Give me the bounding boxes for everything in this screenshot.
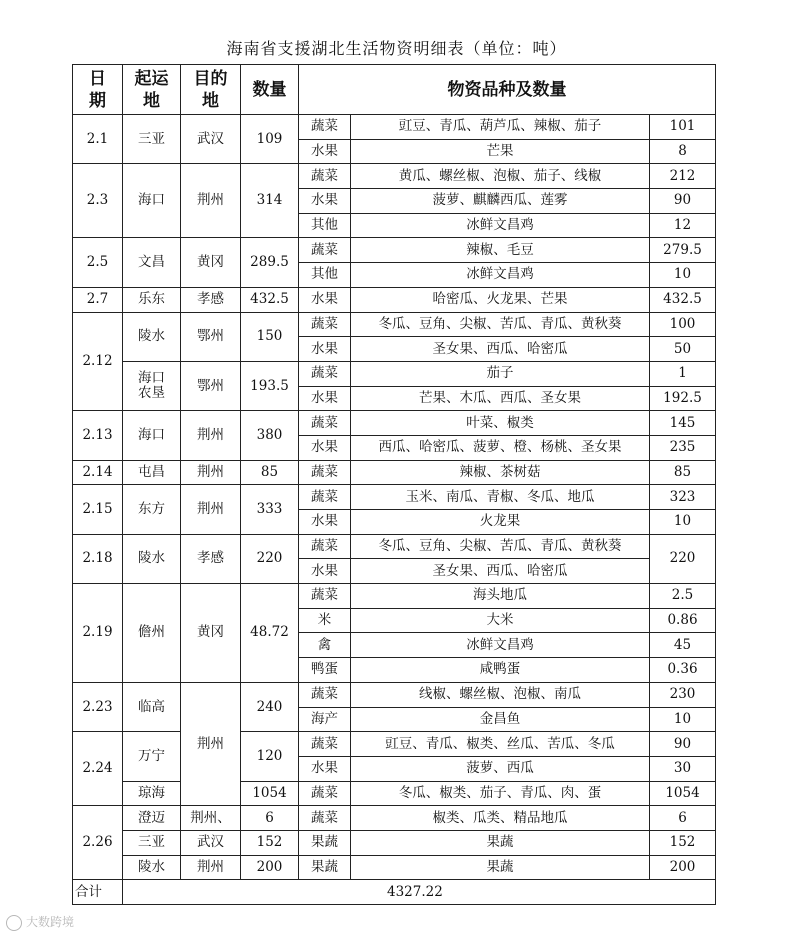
cell-dest: 武汉 [181,830,241,855]
cell-dest: 黄冈 [181,238,241,287]
cell-items: 哈密瓜、火龙果、芒果 [351,287,650,312]
cell-qty: 289.5 [241,238,299,287]
cell-amt: 90 [650,732,716,757]
cell-cat: 其他 [299,263,351,288]
cell-origin: 临高 [123,682,181,731]
table-row [73,411,716,436]
table-row [73,460,716,485]
table-body [73,65,716,905]
cell-amt: 230 [650,682,716,707]
cell-items: 辣椒、毛豆 [351,238,650,263]
watermark: 大数跨境 [6,913,74,931]
cell-cat: 水果 [299,756,351,781]
cell-items: 黄瓜、螺丝椒、泡椒、茄子、线椒 [351,164,650,189]
cell-amt: 8 [650,139,716,164]
cell-qty: 150 [241,312,299,361]
cell-qty: 314 [241,164,299,238]
cell-amt: 101 [650,115,716,140]
cell-cat: 蔬菜 [299,460,351,485]
cell-date: 2.1 [73,115,123,164]
cell-items: 线椒、螺丝椒、泡椒、南瓜 [351,682,650,707]
cell-cat: 水果 [299,189,351,214]
cell-cat: 水果 [299,337,351,362]
page-title: 海南省支援湖北生活物资明细表（单位：吨） [226,39,567,58]
cell-items: 金昌鱼 [351,707,650,732]
cell-cat: 蔬菜 [299,806,351,831]
cell-amt: 50 [650,337,716,362]
cell-qty: 1054 [241,781,299,806]
cell-items: 果蔬 [351,855,650,880]
cell-items: 冰鲜文昌鸡 [351,263,650,288]
cell-date: 2.7 [73,287,123,312]
cell-items: 菠萝、麒麟西瓜、莲雾 [351,189,650,214]
cell-dest: 武汉 [181,115,241,164]
table-row [73,682,716,707]
cell-date: 2.3 [73,164,123,238]
cell-origin: 乐东 [123,287,181,312]
cell-date: 2.24 [73,732,123,806]
cell-cat: 蔬菜 [299,411,351,436]
cell-cat: 蔬菜 [299,534,351,559]
cell-cat: 禽 [299,633,351,658]
header-row [73,65,716,115]
cell-amt: 1 [650,361,716,386]
total-value: 4327.22 [123,880,716,905]
cell-date: 2.12 [73,312,123,411]
cell-amt: 6 [650,806,716,831]
cell-origin: 海口 [123,164,181,238]
cell-date: 2.15 [73,485,123,534]
header-origin: 起运 地 [123,65,181,115]
table-row [73,534,716,559]
cell-items: 茄子 [351,361,650,386]
cell-qty: 48.72 [241,584,299,683]
cell-amt: 220 [650,534,716,583]
cell-dest: 荆州 [181,855,241,880]
cell-qty: 220 [241,534,299,583]
cell-amt: 279.5 [650,238,716,263]
cell-dest: 鄂州 [181,312,241,361]
cell-dest: 荆州 [181,164,241,238]
header-detail: 物资品种及数量 [299,65,716,115]
cell-origin: 陵水 [123,312,181,361]
cell-dest: 孝感 [181,287,241,312]
cell-origin: 海口 [123,411,181,460]
cell-items: 豇豆、青瓜、葫芦瓜、辣椒、茄子 [351,115,650,140]
cell-origin: 陵水 [123,855,181,880]
cell-items: 冬瓜、豆角、尖椒、苦瓜、青瓜、黄秋葵 [351,534,650,559]
cell-amt: 323 [650,485,716,510]
cell-items: 大米 [351,608,650,633]
header-date: 日 期 [73,65,123,115]
watermark-logo-icon [6,915,22,931]
cell-amt: 200 [650,855,716,880]
cell-dest: 荆州 [181,682,241,805]
header-qty: 数量 [241,65,299,115]
cell-qty: 120 [241,732,299,781]
total-label: 合计 [73,880,123,905]
cell-items: 圣女果、西瓜、哈密瓜 [351,337,650,362]
table-row [73,238,716,263]
cell-date: 2.23 [73,682,123,731]
cell-amt: 152 [650,830,716,855]
cell-origin: 东方 [123,485,181,534]
cell-qty: 432.5 [241,287,299,312]
cell-amt: 235 [650,435,716,460]
cell-items: 冬瓜、豆角、尖椒、苦瓜、青瓜、黄秋葵 [351,312,650,337]
cell-cat: 蔬菜 [299,238,351,263]
cell-dest: 荆州、 [181,806,241,831]
table-row [73,164,716,189]
cell-qty: 85 [241,460,299,485]
cell-dest: 荆州 [181,485,241,534]
cell-date: 2.13 [73,411,123,460]
cell-cat: 水果 [299,510,351,535]
table-row [73,485,716,510]
cell-qty: 380 [241,411,299,460]
cell-qty: 193.5 [241,361,299,410]
cell-items: 豇豆、青瓜、椒类、丝瓜、苦瓜、冬瓜 [351,732,650,757]
cell-amt: 30 [650,756,716,781]
cell-cat: 蔬菜 [299,485,351,510]
cell-cat: 果蔬 [299,855,351,880]
cell-amt: 212 [650,164,716,189]
table-row [73,855,716,880]
cell-dest: 荆州 [181,411,241,460]
cell-items: 果蔬 [351,830,650,855]
cell-cat: 蔬菜 [299,732,351,757]
table-row [73,584,716,609]
table-row [73,287,716,312]
cell-items: 冰鲜文昌鸡 [351,633,650,658]
cell-cat: 果蔬 [299,830,351,855]
cell-items: 椒类、瓜类、精品地瓜 [351,806,650,831]
cell-items: 海头地瓜 [351,584,650,609]
cell-dest: 黄冈 [181,584,241,683]
supply-table [72,64,716,905]
cell-cat: 蔬菜 [299,781,351,806]
cell-qty: 6 [241,806,299,831]
cell-origin: 文昌 [123,238,181,287]
cell-origin: 屯昌 [123,460,181,485]
cell-cat: 蔬菜 [299,164,351,189]
cell-items: 玉米、南瓜、青椒、冬瓜、地瓜 [351,485,650,510]
cell-qty: 152 [241,830,299,855]
total-row [73,880,716,905]
cell-amt: 10 [650,707,716,732]
cell-amt: 192.5 [650,386,716,411]
header-dest: 目的 地 [181,65,241,115]
cell-items: 圣女果、西瓜、哈密瓜 [351,559,650,584]
cell-cat: 水果 [299,435,351,460]
cell-origin: 琼海 [123,781,181,806]
cell-items: 咸鸭蛋 [351,658,650,683]
cell-amt: 12 [650,213,716,238]
cell-origin: 三亚 [123,830,181,855]
table-row [73,830,716,855]
cell-cat: 蔬菜 [299,312,351,337]
cell-cat: 米 [299,608,351,633]
cell-items: 辣椒、茶树菇 [351,460,650,485]
cell-origin: 三亚 [123,115,181,164]
cell-cat: 鸭蛋 [299,658,351,683]
table-row [73,732,716,757]
cell-amt: 0.36 [650,658,716,683]
cell-date: 2.19 [73,584,123,683]
cell-origin: 万宁 [123,732,181,781]
cell-cat: 蔬菜 [299,682,351,707]
cell-origin: 澄迈 [123,806,181,831]
cell-dest: 鄂州 [181,361,241,410]
cell-items: 西瓜、哈密瓜、菠萝、橙、杨桃、圣女果 [351,435,650,460]
cell-amt: 45 [650,633,716,658]
cell-cat: 水果 [299,386,351,411]
cell-date: 2.26 [73,806,123,880]
cell-cat: 蔬菜 [299,584,351,609]
cell-cat: 蔬菜 [299,115,351,140]
cell-amt: 10 [650,263,716,288]
cell-amt: 145 [650,411,716,436]
cell-items: 冰鲜文昌鸡 [351,213,650,238]
cell-amt: 10 [650,510,716,535]
cell-items: 叶菜、椒类 [351,411,650,436]
cell-origin: 陵水 [123,534,181,583]
cell-origin: 海口 农垦 [123,361,181,410]
cell-qty: 109 [241,115,299,164]
cell-items: 芒果、木瓜、西瓜、圣女果 [351,386,650,411]
cell-amt: 0.86 [650,608,716,633]
table-row [73,781,716,806]
cell-date: 2.18 [73,534,123,583]
cell-amt: 1054 [650,781,716,806]
cell-amt: 432.5 [650,287,716,312]
cell-cat: 蔬菜 [299,361,351,386]
table-row [73,361,716,386]
cell-cat: 其他 [299,213,351,238]
cell-items: 芒果 [351,139,650,164]
cell-items: 冬瓜、椒类、茄子、青瓜、肉、蛋 [351,781,650,806]
cell-cat: 海产 [299,707,351,732]
cell-qty: 333 [241,485,299,534]
cell-items: 火龙果 [351,510,650,535]
cell-dest: 孝感 [181,534,241,583]
table-row [73,312,716,337]
cell-cat: 水果 [299,559,351,584]
cell-cat: 水果 [299,139,351,164]
cell-date: 2.5 [73,238,123,287]
cell-items: 菠萝、西瓜 [351,756,650,781]
cell-amt: 85 [650,460,716,485]
cell-qty: 200 [241,855,299,880]
cell-amt: 2.5 [650,584,716,609]
cell-date: 2.14 [73,460,123,485]
cell-amt: 90 [650,189,716,214]
cell-amt: 100 [650,312,716,337]
cell-origin: 儋州 [123,584,181,683]
cell-qty: 240 [241,682,299,731]
table-row [73,806,716,831]
cell-dest: 荆州 [181,460,241,485]
table-row [73,115,716,140]
cell-cat: 水果 [299,287,351,312]
